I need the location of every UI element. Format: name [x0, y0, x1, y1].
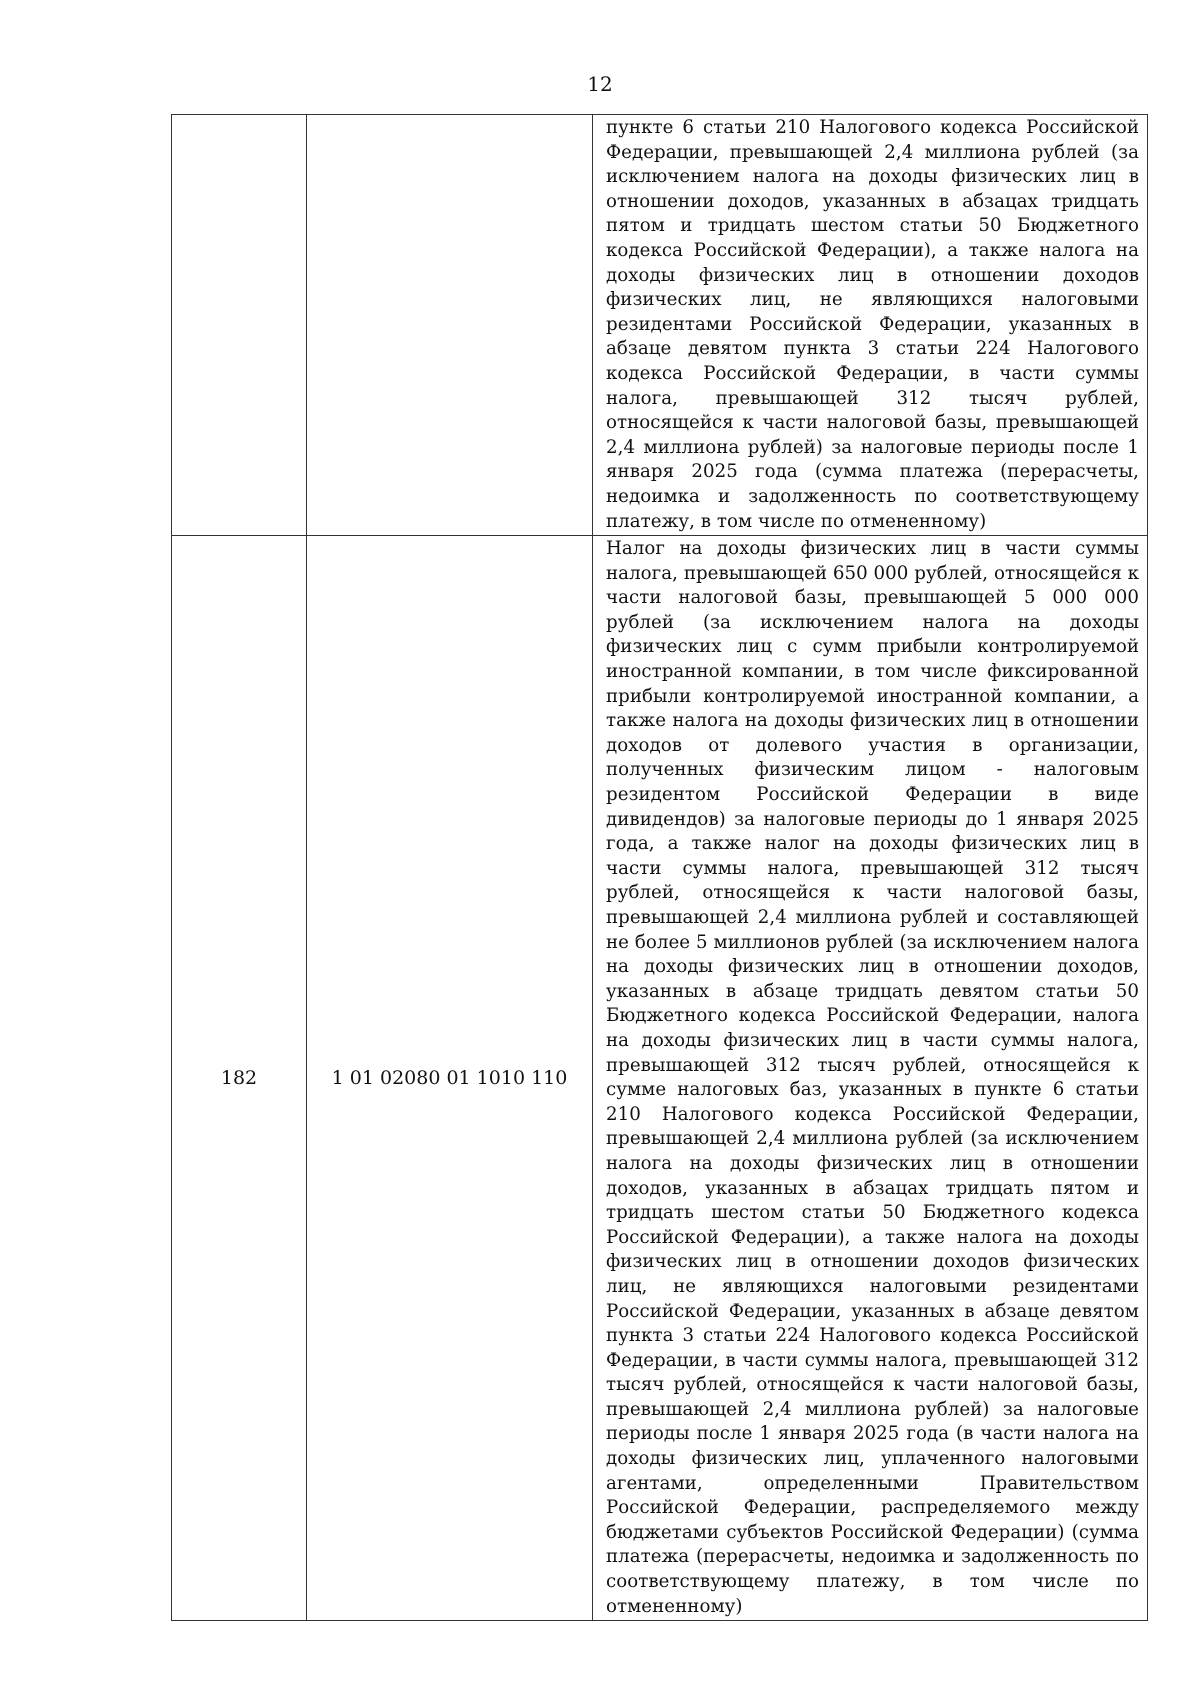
table-row [172, 115, 1148, 536]
table-row [172, 536, 1148, 1621]
kbk-code-cell [307, 115, 593, 536]
description-cell [593, 115, 1148, 536]
budget-codes-table [171, 114, 1148, 1621]
page-number: 12 [587, 72, 613, 96]
admin-code-cell: 182 [172, 536, 307, 1621]
description-text: Налог на доходы физических лиц в части суммы налога, превышающей 650 000 рублей, относящейся к части налоговой базы, превышающей 5 000 000 рублей (за исключением налога на доходы физических лиц с сумм прибыли контролируемой иностранной компании, в том числе фиксированной прибыли контролируемой иностранной компании, а также налога на доходы физических лиц в отношении доходов от долевого участия в организации, полученных физическим лицом - налоговым резидентом Российской Федерации в виде дивидендов) за налоговые периоды до 1 января 2025 года, а также налог на доходы физических лиц в части суммы налога, превышающей 312 тысяч рублей, относящейся к части налоговой базы, превышающей 2,4 миллиона рублей и составляющей не более 5 миллионов рублей (за исключением налога на доходы физических лиц в отношении доходов, указанных в абзаце тридцать девятом статьи 50 Бюджетного кодекса Российской Федерации, налога на доходы физических лиц в части суммы налога, превышающей 312 тысяч рублей, относящейся к сумме налоговых баз, указанных в пункте 6 статьи 210 Налогового кодекса Российской Федерации, превышающей 2,4 миллиона рублей (за исключением налога на доходы физических лиц в отношении доходов, указанных в абзацах тридцать пятом и тридцать шестом статьи 50 Бюджетного кодекса Российской Федерации), а также налога на доходы физических лиц в отношении доходов физических лиц, не являющихся налоговыми резидентами Российской Федерации, указанных в абзаце девятом пункта 3 статьи 224 Налогового кодекса Российской Федерации, в части суммы налога, превышающей 312 тысяч рублей, относящейся к части налоговой базы, превышающей 2,4 миллиона рублей) за налоговые периоды после 1 января 2025 года (в части налога на доходы физических лиц, уплаченного налоговыми агентами, определенными Правительством Российской Федерации, распределяемого между бюджетами субъектов Российской Федерации) (сумма платежа (перерасчеты, недоимка и задолженность по соответствующему платежу, в том числе по отмененному) [606, 538, 1139, 1617]
description-text: пункте 6 статьи 210 Налогового кодекса Российской Федерации, превышающей 2,4 миллиона рублей (за исключением налога на доходы физических лиц в отношении доходов, указанных в абзацах тридцать пятом и тридцать шестом статьи 50 Бюджетного кодекса Российской Федерации), а также налога на доходы физических лиц в отношении доходов физических лиц, не являющихся налоговыми резидентами Российской Федерации, указанных в абзаце девятом пункта 3 статьи 224 Налогового кодекса Российской Федерации, в части суммы налога, превышающей 312 тысяч рублей, относящейся к части налоговой базы, превышающей 2,4 миллиона рублей) за налоговые периоды после 1 января 2025 года (сумма платежа (перерасчеты, недоимка и задолженность по соответствующему платежу, в том числе по отмененному) [606, 117, 1139, 532]
kbk-code-cell: 1 01 02080 01 1010 110 [307, 536, 593, 1621]
admin-code-cell [172, 115, 307, 536]
description-cell [593, 536, 1148, 1621]
